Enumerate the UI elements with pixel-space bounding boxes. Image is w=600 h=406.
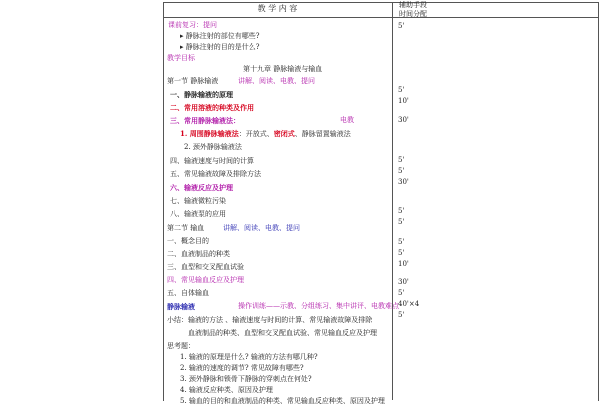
item-infusion-reactions: 六、输液反应及护理: [170, 183, 233, 192]
time-blood-typing: 10': [398, 260, 409, 268]
peripheral-infusion-label: 1. 周围静脉输液法: [180, 129, 239, 138]
chapter-title: 第十九章 静脉输液与输血: [243, 65, 323, 73]
blood-reactions: 四、常见输血反应及护理: [167, 276, 244, 284]
time-autologous: 5': [398, 289, 405, 297]
time-reactions: 30': [398, 178, 409, 186]
time-blood-reactions: 30': [398, 278, 409, 286]
item-peripheral-infusion: [180, 129, 351, 139]
review-question-1-text: 静脉注射的部位有哪些?: [185, 32, 260, 40]
header-side-column-line1: 辅助手段: [399, 1, 427, 9]
item-infusion-methods: 三、常用静脉输液法：: [170, 116, 240, 125]
homework-question-2: 2. 输液的速度的调节? 常见故障有哪些?: [180, 364, 304, 372]
peripheral-infusion-open: ：开放式、: [238, 130, 274, 138]
homework-question-3: 3. 颈外静脉和锁骨下静脉的穿刺点在何处?: [180, 375, 312, 383]
section1-label: 第一节 静脉输液: [167, 77, 219, 85]
time-methods: 30': [398, 116, 409, 124]
section2-label: 第二节 输血: [167, 224, 205, 232]
section2-methods: 讲解、阅读、电教、提问: [223, 224, 300, 232]
item-infusion-faults: 五、常见输液故障及排除方法: [170, 170, 261, 178]
time-principle: 5': [398, 86, 405, 94]
item-jugular-infusion: 2. 颈外静脉输液法: [184, 143, 242, 151]
time-review: 5': [398, 22, 405, 30]
blood-concept: 一、概念目的: [167, 237, 209, 245]
table-frame: [163, 2, 599, 401]
time-faults: 5': [398, 167, 405, 175]
peripheral-infusion-indwelling: 、静脉留置输液法: [294, 130, 351, 138]
time-practice: 40'×4: [398, 300, 420, 308]
blood-products: 二、血液制品的种类: [167, 250, 230, 258]
homework-question-4: 4. 输液反应种类、原因及护理: [180, 386, 273, 394]
time-pump: 5': [398, 218, 405, 226]
blood-autologous: 五、自体输血: [167, 289, 209, 297]
item-infusion-pump: 八、输液泵的应用: [170, 210, 226, 218]
time-rate: 5': [398, 156, 405, 164]
item-particle-pollution: 七、输液微粒污染: [170, 197, 226, 205]
time-blood-products: 5': [398, 249, 405, 257]
review-question-2-text: 静脉注射的目的是什么?: [185, 43, 260, 51]
homework-question-5: 5. 输血的目的和血液制品的种类、常见输血反应种类、原因及护理: [180, 397, 385, 405]
summary-line-2: 血液制品的种类、血型和交叉配血试验、常见输血反应及护理: [188, 329, 377, 337]
blood-typing: 三、血型和交叉配血试验: [167, 263, 244, 271]
practice-label: 静脉输液: [167, 302, 195, 311]
teaching-goals: 教学目标: [167, 54, 195, 62]
item-rate-calculation: 四、输液速度与时间的计算: [170, 157, 254, 165]
peripheral-infusion-closed: 密闭式: [273, 129, 295, 138]
header-side-column-line2: 时间分配: [399, 10, 427, 18]
time-summary: 5': [398, 311, 405, 319]
homework-title: 思考题：: [167, 342, 195, 350]
item-solution-types: 二、常用溶液的种类及作用: [170, 103, 254, 112]
review-question-2: ▸ 静脉注射的目的是什么?: [180, 43, 260, 51]
summary-line-1: 小结：输液的方法 、输液速度与时间的计算、常见输液故障及排除: [167, 316, 373, 324]
item-infusion-principle: 一、静脉输液的原理: [170, 90, 233, 99]
section1-methods: 讲解、阅读、电教、提问: [238, 77, 315, 85]
item-infusion-methods-tool: 电教: [340, 116, 354, 124]
review-question-1: ▸ 静脉注射的部位有哪些?: [180, 32, 260, 40]
time-particles: 5': [398, 207, 405, 215]
time-solutions: 10': [398, 97, 409, 105]
homework-question-1: 1. 输液的原理是什么? 输液的方法有哪几种?: [180, 353, 318, 361]
header-content-column: 教 学 内 容: [257, 4, 298, 13]
review-title: 课前复习：提问: [168, 21, 217, 29]
time-blood-concept: 5': [398, 238, 405, 246]
practice-methods: 操作训练——示教、分组练习、集中讲评、电教难点: [238, 302, 399, 310]
column-divider: [392, 2, 393, 400]
